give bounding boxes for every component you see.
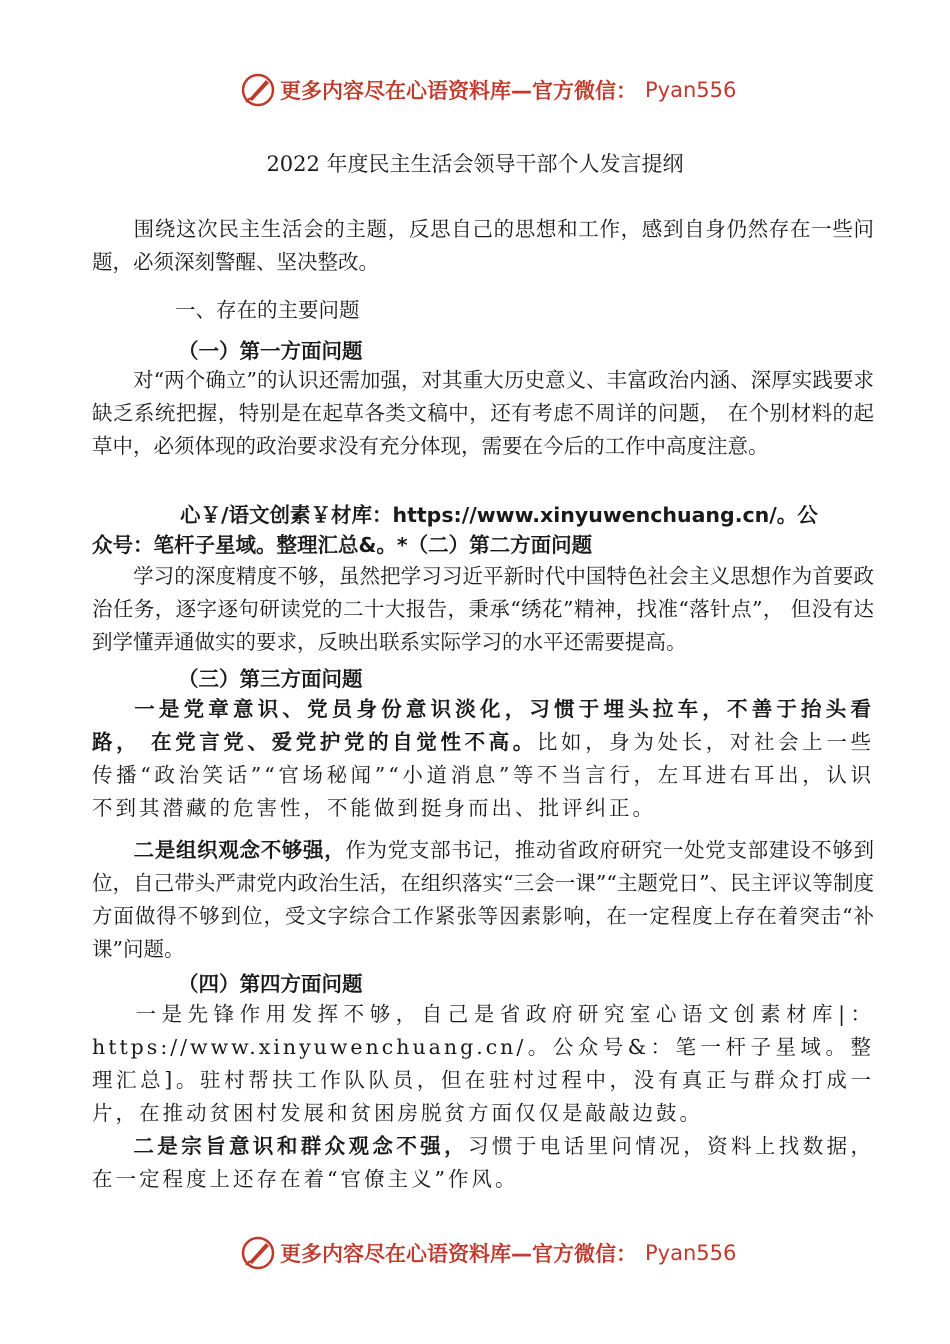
quill-logo-icon [240, 72, 276, 108]
quill-logo-icon [240, 1235, 276, 1271]
document-title: 2022 年度民主生活会领导干部个人发言提纲 [266, 152, 684, 176]
section1-heading: 一、存在的主要问题 [175, 298, 360, 322]
watermark-wechat-id: Pyan556 [645, 1241, 737, 1265]
watermark-wechat-id: Pyan556 [645, 78, 737, 102]
intro-paragraph: 围绕这次民主生活会的主题，反思自己的思想和工作，感到自身仍然存在一些问题，必须深刻警醒、坚决整改。 [92, 217, 874, 274]
sub3-paragraph-1: 一是党章意识、党员身份意识淡化，习惯于埋头拉车，不善于抬头看路， 在党言党、爱党护党的自觉性不高。比如，身为处长，对社会上一些传播“政治笑话”“官场秘闻”“小道消息”等不当言行，左耳进右耳出，认识不到其潜藏的危害性，不能做到挺身而出、批评纠正。 [92, 697, 875, 820]
sub3-heading: （三）第三方面问题 [178, 667, 363, 691]
inserted-url-line-1: 心￥/语文创素￥材库：https://www.xinyuwenchuang.cn/。公 [180, 503, 818, 527]
sub1-paragraph: 对“两个确立”的认识还需加强，对其重大历史意义、丰富政治内涵、深厚实践要求缺乏系统把握，特别是在起草各类文稿中，还有考虑不周详的问题， 在个别材料的起草中，必须体现的政治要求没有充分体现，需要在今后的工作中高度注意。 [92, 368, 874, 458]
watermark-text: 更多内容尽在心语资料库—官方微信： [280, 79, 637, 103]
sub1-heading: （一）第一方面问题 [178, 339, 363, 363]
sub2-paragraph: 学习的深度精度不够，虽然把学习习近平新时代中国特色社会主义思想作为首要政治任务，逐字逐句研读党的二十大报告，秉承“绣花”精神，找准“落针点”， 但没有达到学懂弄通做实的要求，反映出联系实际学习的水平还需要提高。 [92, 564, 874, 654]
watermark-banner-bottom [240, 1233, 736, 1273]
sub4-heading: （四）第四方面问题 [178, 972, 363, 996]
watermark-banner-top [240, 70, 736, 110]
inserted-url-line-2: 众号：笔杆子星域。整理汇总&。*（二）第二方面问题 [92, 533, 593, 557]
sub3-paragraph-2: 二是组织观念不够强，作为党支部书记，推动省政府研究一处党支部建设不够到位，自己带头严肃党内政治生活，在组织落实“三会一课”“主题党日”、民主评议等制度方面做得不够到位，受文字综合工作紧张等因素影响，在一定程度上存在着突击“补课”问题。 [92, 838, 875, 961]
sub4-paragraph-1: 一是先锋作用发挥不够，自己是省政府研究室心语文创素材库|：https://www.xinyuwenchuang.cn/。公众号&：笔一杆子星域。整理汇总]。驻村帮扶工作队队员，但在驻村过程中，没有真正与群众打成一片，在推动贫困村发展和贫困房脱贫方面仅仅是敲敲边鼓。 [92, 1002, 874, 1125]
watermark-text: 更多内容尽在心语资料库—官方微信： [280, 1242, 637, 1266]
sub4-paragraph-2: 二是宗旨意识和群众观念不强，习惯于电话里问情况，资料上找数据，在一定程度上还存在着“官僚主义”作风。 [92, 1134, 875, 1191]
